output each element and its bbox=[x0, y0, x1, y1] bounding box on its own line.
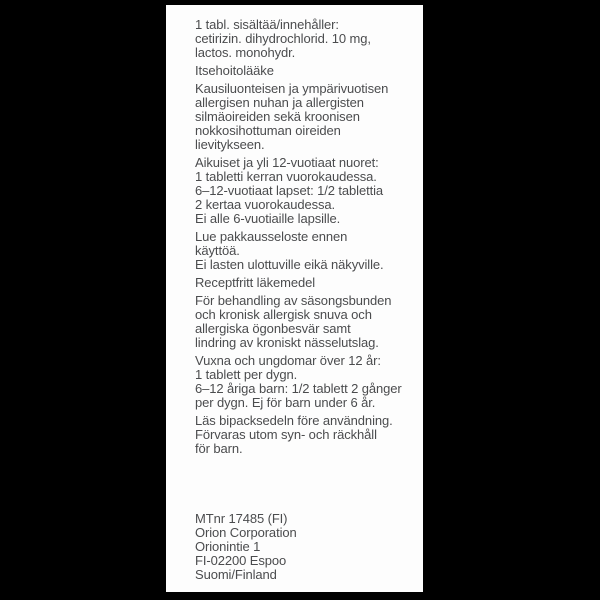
company-postal-city: FI-02200 Espoo bbox=[195, 553, 287, 568]
label-line: lactos. monohydr. bbox=[195, 45, 296, 60]
paragraph-warnings-sv bbox=[195, 414, 419, 456]
paragraph-indication-fi bbox=[195, 82, 419, 152]
company-name: Orion Corporation bbox=[195, 525, 297, 540]
company-street: Orionintie 1 bbox=[195, 539, 261, 554]
label-line: cetirizin. dihydrochlorid. 10 mg, bbox=[195, 31, 371, 46]
label-line: 1 tabl. sisältää/innehåller: bbox=[195, 17, 339, 32]
label-line: För behandling av säsongsbunden bbox=[195, 293, 392, 308]
package-label-text bbox=[195, 18, 419, 586]
label-line: 1 tablett per dygn. bbox=[195, 367, 298, 382]
label-line: Läs bipacksedeln före användning. bbox=[195, 413, 393, 428]
label-line: allergiska ögonbesvär samt bbox=[195, 321, 351, 336]
paragraph-otc-status-sv bbox=[195, 276, 419, 290]
label-line: käyttöä. bbox=[195, 243, 240, 258]
label-line: Lue pakkausseloste ennen bbox=[195, 229, 348, 244]
paragraph-indication-sv bbox=[195, 294, 419, 350]
label-line: 6–12 åriga barn: 1/2 tablett 2 gånger bbox=[195, 381, 402, 396]
label-line: nokkosihottuman oireiden bbox=[195, 123, 341, 138]
label-line: 2 kertaa vuorokaudessa. bbox=[195, 197, 336, 212]
paragraph-otc-status-fi bbox=[195, 64, 419, 78]
paragraph-dosage-fi bbox=[195, 156, 419, 226]
label-line: silmäoireiden sekä kroonisen bbox=[195, 109, 360, 124]
paragraph-composition bbox=[195, 18, 419, 60]
label-line: Förvaras utom syn- och räckhåll bbox=[195, 427, 377, 442]
label-line: lindring av kroniskt nässelutslag. bbox=[195, 335, 379, 350]
label-line: Receptfritt läkemedel bbox=[195, 275, 316, 290]
registration-number: MTnr 17485 (FI) bbox=[195, 511, 288, 526]
label-line: Kausiluonteisen ja ympärivuotisen bbox=[195, 81, 389, 96]
label-line: 1 tabletti kerran vuorokaudessa. bbox=[195, 169, 377, 184]
label-line: Ei alle 6-vuotiaille lapsille. bbox=[195, 211, 341, 226]
paragraph-warnings-fi bbox=[195, 230, 419, 272]
medicine-package-side-panel bbox=[166, 5, 423, 592]
label-line: och kronisk allergisk snuva och bbox=[195, 307, 372, 322]
paragraph-registration-address bbox=[195, 512, 419, 582]
label-line: allergisen nuhan ja allergisten bbox=[195, 95, 364, 110]
label-line: per dygn. Ej för barn under 6 år. bbox=[195, 395, 376, 410]
label-line: Ei lasten ulottuville eikä näkyville. bbox=[195, 257, 384, 272]
paragraph-dosage-sv bbox=[195, 354, 419, 410]
label-line: Vuxna och ungdomar över 12 år: bbox=[195, 353, 381, 368]
label-line: 6–12-vuotiaat lapset: 1/2 tablettia bbox=[195, 183, 384, 198]
label-line: Aikuiset ja yli 12-vuotiaat nuoret: bbox=[195, 155, 379, 170]
label-line: lievitykseen. bbox=[195, 137, 265, 152]
company-country: Suomi/Finland bbox=[195, 567, 277, 582]
label-line: Itsehoitolääke bbox=[195, 63, 274, 78]
label-line: för barn. bbox=[195, 441, 243, 456]
